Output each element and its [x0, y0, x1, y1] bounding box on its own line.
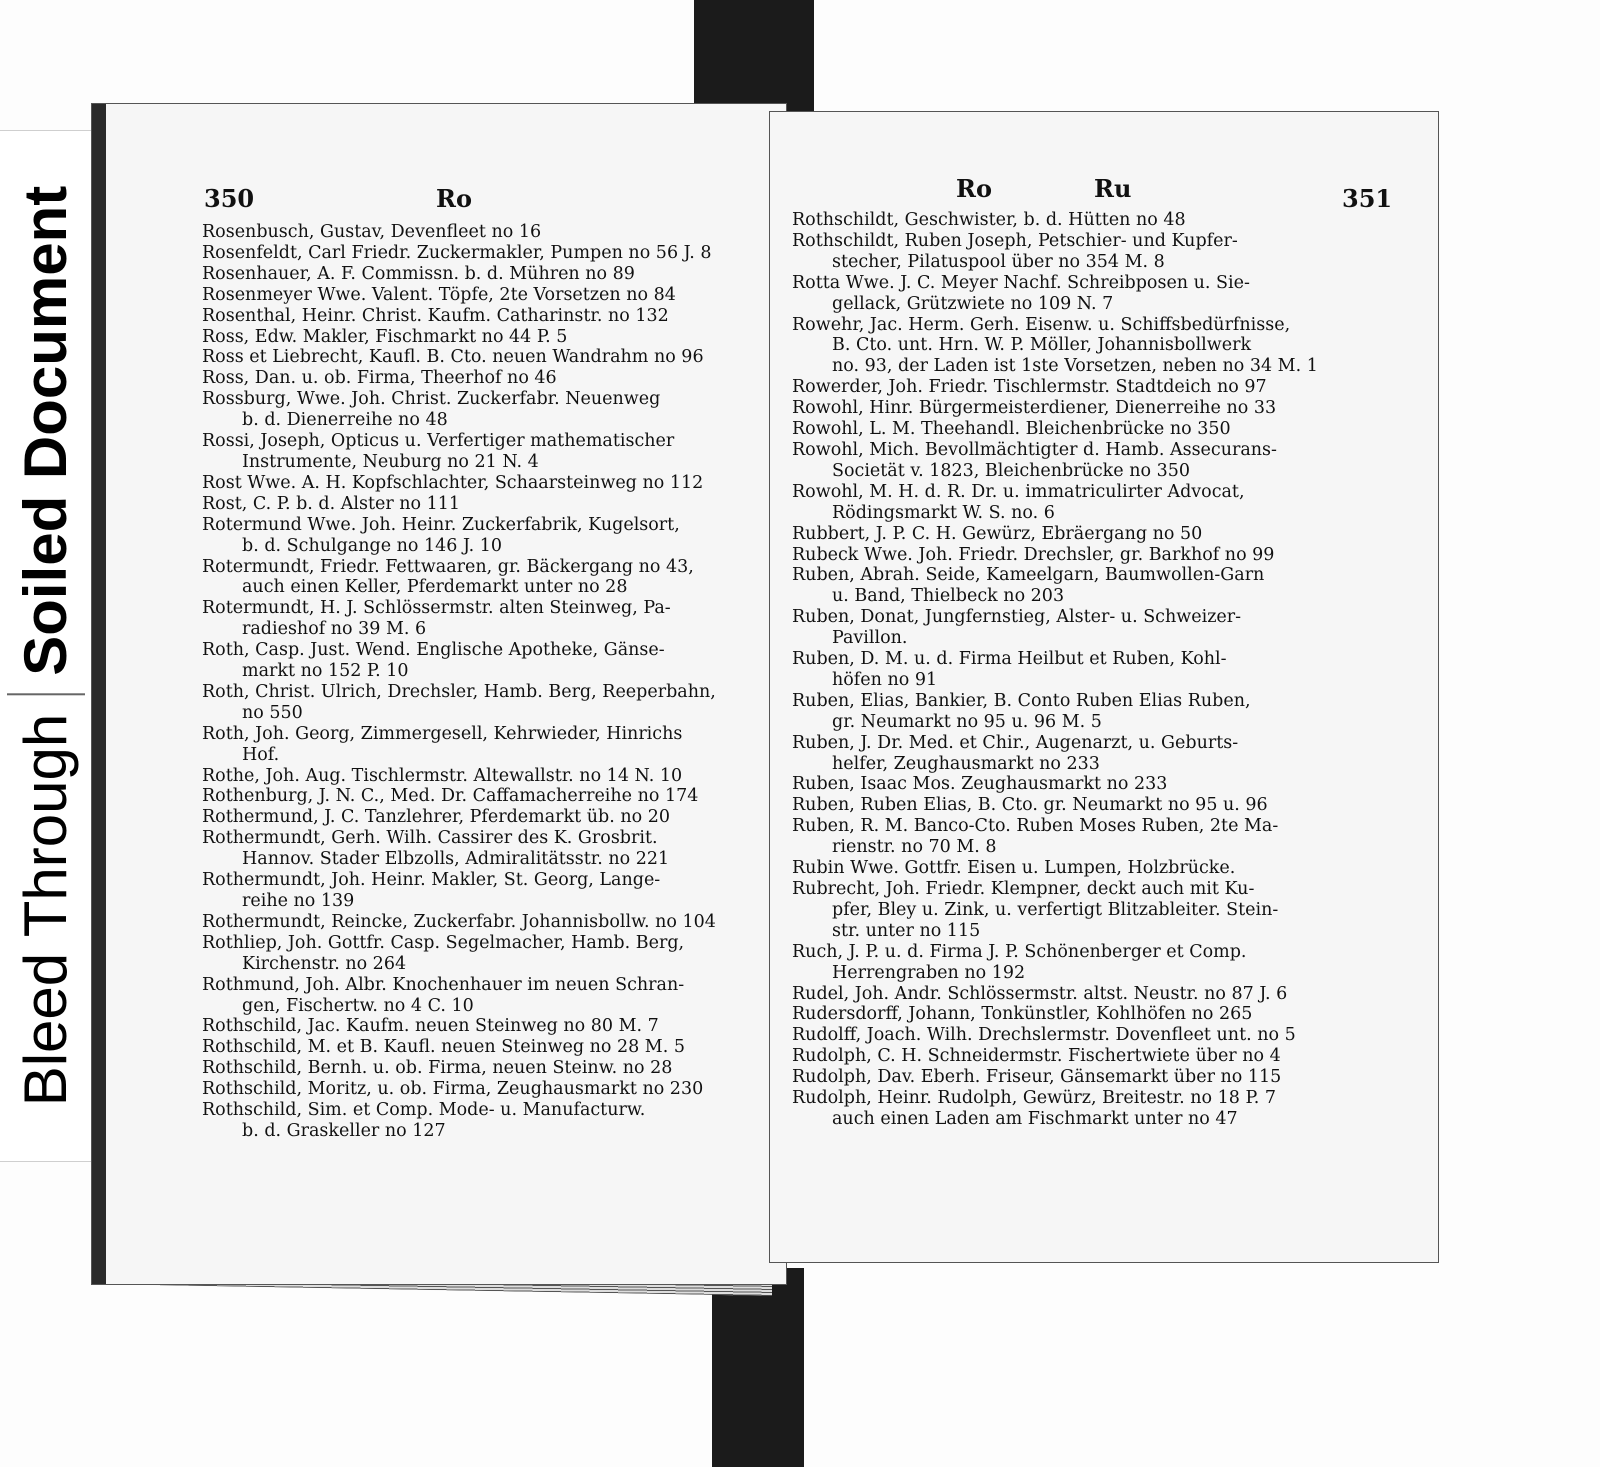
entry-line: radieshof no 39 M. 6 — [242, 619, 427, 640]
entry-line: Rothschild, Sim. et Comp. Mode- u. Manufacturw. — [202, 1100, 646, 1121]
entry-line: Rothschildt, Ruben Joseph, Petschier- und Kupfer- — [792, 230, 1238, 251]
entry-line: rienstr. no 70 M. 8 — [832, 837, 997, 858]
entry-line: reihe no 139 — [242, 891, 355, 911]
entry-line: Ruben, Donat, Jungfernstieg, Alster- u. Schweizer- — [792, 607, 1242, 628]
entry-line: Ross, Edw. Makler, Fischmarkt no 44 P. 5 — [202, 326, 568, 347]
entry-line: Hof. — [242, 744, 280, 765]
entry-line: Rothermundt, Joh. Heinr. Makler, St. Georg, Lange- — [202, 870, 661, 891]
entry-line: auch einen Laden am Fischmarkt unter no 47 — [832, 1108, 1238, 1129]
page-number: 350 — [204, 184, 255, 213]
entry-line: Rowohl, M. H. d. R. Dr. u. immatriculirter Advocat, — [792, 481, 1245, 502]
entry-line: Rowehr, Jac. Herm. Gerh. Eisenw. u. Schiffsbedürfnisse, — [792, 314, 1291, 335]
entry-line: Pavillon. — [832, 628, 908, 649]
entry-line: helfer, Zeughausmarkt no 233 — [832, 753, 1100, 774]
entry-line: B. Cto. unt. Hrn. W. P. Möller, Johannisbollwerk — [832, 335, 1252, 356]
entry-line: gr. Neumarkt no 95 u. 96 M. 5 — [832, 711, 1102, 732]
entry-list — [202, 222, 716, 1142]
entry-line: Rowerder, Joh. Friedr. Tischlermstr. Stadtdeich no 97 — [792, 377, 1267, 398]
entry-line: Rosenhauer, A. F. Commissn. b. d. Mühren no 89 — [202, 263, 635, 284]
side-label — [0, 130, 93, 1162]
entry-line: Rossi, Joseph, Opticus u. Verfertiger mathematischer — [202, 431, 675, 452]
entry-line: Ruben, Elias, Bankier, B. Conto Ruben Elias Ruben, — [792, 690, 1251, 711]
entry-line: Ruben, R. M. Banco-Cto. Ruben Moses Ruben, 2te Ma- — [792, 816, 1279, 837]
entry-line: Rubrecht, Joh. Friedr. Klempner, deckt auch mit Ku- — [792, 879, 1255, 899]
binding-strip-bottom — [712, 1268, 804, 1467]
running-head-right: Ru — [1094, 174, 1132, 203]
entry-line: Rosenmeyer Wwe. Valent. Töpfe, 2te Vorsetzen no 84 — [202, 284, 676, 305]
label-soiled-document: Soiled Document — [12, 185, 79, 676]
entry-line: Ross, Dan. u. ob. Firma, Theerhof no 46 — [202, 368, 557, 389]
entry-line: no 550 — [242, 702, 303, 723]
entry-line: Roth, Casp. Just. Wend. Englische Apotheke, Gänse- — [202, 640, 665, 661]
entry-line: Rudel, Joh. Andr. Schlössermstr. altst. Neustr. no 87 J. 6 — [792, 983, 1288, 1004]
entry-line: Rossburg, Wwe. Joh. Christ. Zuckerfabr. Neuenweg — [202, 389, 661, 410]
entry-line: gen, Fischertw. no 4 C. 10 — [242, 995, 474, 1016]
entry-line: Rudolph, Dav. Eberh. Friseur, Gänsemarkt über no 115 — [792, 1067, 1282, 1088]
entry-line: no. 93, der Laden ist 1ste Vorsetzen, neben no 34 M. 1 — [832, 356, 1318, 377]
entry-line: Rothschild, Bernh. u. ob. Firma, neuen Steinw. no 28 — [202, 1058, 673, 1079]
entry-line: str. unter no 115 — [832, 920, 981, 941]
entry-line: Rudersdorff, Johann, Tonkünstler, Kohlhöfen no 265 — [792, 1004, 1253, 1025]
entry-line: markt no 152 P. 10 — [242, 661, 409, 682]
entry-line: Rubbert, J. P. C. H. Gewürz, Ebräergang no 50 — [792, 523, 1203, 544]
entry-line: Rothschild, M. et B. Kaufl. neuen Steinweg no 28 M. 5 — [202, 1037, 685, 1058]
entry-line: u. Band, Thielbeck no 203 — [832, 586, 1065, 607]
entry-line: stecher, Pilatuspool über no 354 M. 8 — [832, 251, 1165, 272]
entry-line: Ross et Liebrecht, Kaufl. B. Cto. neuen Wandrahm no 96 — [202, 347, 704, 368]
entry-line: Rudolff, Joach. Wilh. Drechslermstr. Dovenfleet unt. no 5 — [792, 1025, 1296, 1046]
entry-line: Rothmund, Joh. Albr. Knochenhauer im neuen Schran- — [202, 974, 685, 995]
entry-line: Rothliep, Joh. Gottfr. Casp. Segelmacher, Hamb. Berg, — [202, 932, 685, 953]
entry-line: Rothermund, J. C. Tanzlehrer, Pferdemarkt üb. no 20 — [202, 807, 670, 828]
running-head: Ro — [956, 174, 992, 203]
entry-line: Rothenburg, J. N. C., Med. Dr. Caffamacherreihe no 174 — [202, 786, 699, 807]
entry-line: Ruben, J. Dr. Med. et Chir., Augenarzt, u. Geburts- — [792, 732, 1239, 753]
entry-line: pfer, Bley u. Zink, u. verfertigt Blitzableiter. Stein- — [832, 899, 1279, 920]
entry-line: Ruben, Ruben Elias, B. Cto. gr. Neumarkt no 95 u. 96 — [792, 795, 1268, 816]
entry-line: Rothermundt, Reincke, Zuckerfabr. Johannisbollw. no 104 — [202, 911, 716, 932]
entry-line: Rothe, Joh. Aug. Tischlermstr. Altewallstr. no 14 N. 10 — [202, 765, 683, 786]
running-head: Ro — [436, 184, 472, 213]
entry-line: Rotermundt, Friedr. Fettwaaren, gr. Bäckergang no 43, — [202, 556, 694, 577]
entry-line: Ruch, J. P. u. d. Firma J. P. Schönenberger et Comp. — [792, 941, 1247, 962]
entry-list — [792, 210, 1318, 1130]
entry-line: Rudolph, Heinr. Rudolph, Gewürz, Breitestr. no 18 P. 7 — [792, 1088, 1276, 1109]
entry-line: Rosenthal, Heinr. Christ. Kaufm. Catharinstr. no 132 — [202, 305, 669, 326]
entry-line: Rowohl, Mich. Bevollmächtigter d. Hamb. Assecurans- — [792, 439, 1277, 460]
binding-strip-top — [694, 0, 814, 120]
entry-line: Rödingsmarkt W. S. no. 6 — [832, 502, 1055, 523]
entry-line: Rothermundt, Gerh. Wilh. Cassirer des K. Grosbrit. — [202, 828, 658, 849]
entry-line: Hannov. Stader Elbzolls, Admiralitätsstr. no 221 — [242, 849, 670, 870]
entry-line: Rudolph, C. H. Schneidermstr. Fischertwiete über no 4 — [792, 1046, 1281, 1067]
entry-line: Societät v. 1823, Bleichenbrücke no 350 — [832, 460, 1190, 481]
left-page — [92, 104, 786, 1284]
label-separator — [7, 694, 85, 696]
entry-line: Rotermundt, H. J. Schlössermstr. alten Steinweg, Pa- — [202, 598, 671, 619]
entry-line: Roth, Christ. Ulrich, Drechsler, Hamb. Berg, Reeperbahn, — [202, 681, 716, 702]
entry-line: Herrengraben no 192 — [832, 962, 1026, 983]
right-page — [770, 112, 1438, 1262]
entry-line: Kirchenstr. no 264 — [242, 953, 407, 974]
entry-line: b. d. Graskeller no 127 — [242, 1120, 446, 1141]
entry-line: Ruben, Abrah. Seide, Kameelgarn, Baumwollen-Garn — [792, 565, 1265, 586]
entry-line: Roth, Joh. Georg, Zimmergesell, Kehrwieder, Hinrichs — [202, 723, 683, 744]
entry-line: Rubin Wwe. Gottfr. Eisen u. Lumpen, Holzbrücke. — [792, 858, 1236, 879]
entry-line: Ruben, D. M. u. d. Firma Heilbut et Ruben, Kohl- — [792, 649, 1227, 670]
entry-line: Rost Wwe. A. H. Kopfschlachter, Schaarsteinweg no 112 — [202, 472, 704, 493]
entry-line: Rowohl, Hinr. Bürgermeisterdiener, Dienerreihe no 33 — [792, 398, 1277, 419]
entry-line: b. d. Dienerreihe no 48 — [242, 410, 448, 431]
entry-line: Rost, C. P. b. d. Alster no 111 — [202, 493, 461, 514]
entry-line: Instrumente, Neuburg no 21 N. 4 — [242, 451, 539, 472]
label-bleed-through: Bleed Through — [12, 713, 79, 1107]
entry-line: Rothschild, Jac. Kaufm. neuen Steinweg no 80 M. 7 — [202, 1016, 659, 1037]
page-number: 351 — [1342, 184, 1393, 213]
entry-line: auch einen Keller, Pferdemarkt unter no 28 — [242, 577, 628, 598]
entry-line: Rothschild, Moritz, u. ob. Firma, Zeughausmarkt no 230 — [202, 1079, 704, 1100]
entry-line: Rosenfeldt, Carl Friedr. Zuckermakler, Pumpen no 56 J. 8 — [202, 242, 712, 263]
entry-line: Rubeck Wwe. Joh. Friedr. Drechsler, gr. Barkhof no 99 — [792, 544, 1275, 565]
entry-line: gellack, Grützwiete no 109 N. 7 — [832, 293, 1114, 314]
entry-line: Rothschildt, Geschwister, b. d. Hütten no 48 — [792, 210, 1186, 230]
entry-line: Rosenbusch, Gustav, Devenfleet no 16 — [202, 222, 542, 242]
entry-line: Rotta Wwe. J. C. Meyer Nachf. Schreibposen u. Sie- — [792, 272, 1250, 293]
entry-line: Rowohl, L. M. Theehandl. Bleichenbrücke no 350 — [792, 419, 1231, 440]
entry-line: Rotermund Wwe. Joh. Heinr. Zuckerfabrik, Kugelsort, — [202, 514, 680, 535]
entry-line: Ruben, Isaac Mos. Zeughausmarkt no 233 — [792, 774, 1168, 795]
side-label-text — [7, 168, 85, 1125]
entry-line: höfen no 91 — [832, 669, 938, 690]
entry-line: b. d. Schulgange no 146 J. 10 — [242, 535, 502, 556]
